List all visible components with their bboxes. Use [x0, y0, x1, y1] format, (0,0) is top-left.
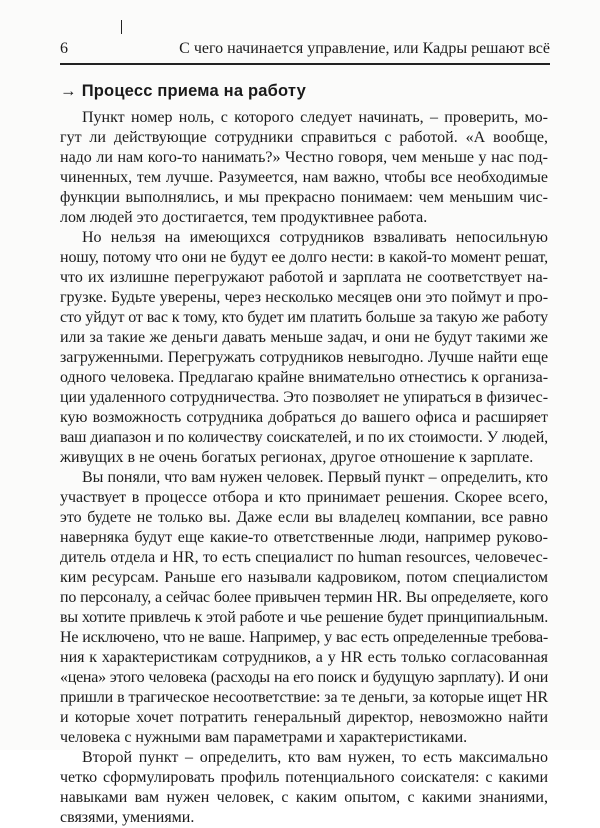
text-line: наверняка будут еще какие-то ответственные люди, например руково-: [60, 529, 548, 546]
text-line: загруженными. Перегружать сотрудников невыгодно. Лучше найти еще: [60, 349, 548, 366]
text-line: Вы поняли, что вам нужен человек. Первый пункт – определить, кто: [82, 469, 548, 486]
page-number: 6: [60, 40, 68, 57]
arrow-right-icon: →: [60, 82, 77, 100]
text-line: человека с нужными вам параметрами и характеристиками.: [60, 729, 468, 746]
text-line: и которые хочет потратить генеральный директор, невозможно найти: [60, 709, 548, 726]
text-line: сто уйдут от вас к тому, кто будет им платить больше за такую же работу: [60, 309, 548, 326]
body-text: [60, 108, 548, 828]
text-line: «цена» этого человека (расходы на его поиск и будущую зарплату). И они: [60, 669, 548, 686]
text-line: или за такие же деньги давать меньше задач, и они не будут такими же: [60, 329, 548, 346]
text-line: вы хотите привлечь к этой работе и чье решение будет принципиальным.: [60, 609, 548, 626]
text-line: четко сформулировать профиль потенциального соискателя: с какими: [60, 769, 548, 786]
page-header: [60, 40, 550, 60]
text-line: грузке. Будьте уверены, через несколько месяцев они это поймут и про-: [60, 289, 548, 306]
text-line: ким ресурсам. Раньше его называли кадровиком, потом специалистом: [60, 569, 548, 586]
text-line: Второй пункт – определить, кто вам нужен, то есть максимально: [82, 749, 548, 766]
text-line: по персоналу, а сейчас более привычен термин HR. Вы определяете, кого: [60, 589, 548, 606]
text-line: функции выполнялись, и мы прекрасно понимаем: чем меньшим чис-: [60, 189, 548, 206]
crop-mark: [121, 20, 122, 34]
text-line: ваш диапазон и по количеству соискателей, и по их стоимости. У людей,: [60, 429, 548, 446]
text-line: одного человека. Предлагаю крайне внимательно отнестись к организа-: [60, 369, 548, 386]
text-line: что их излишне перегружают работой и зарплата не соответствует на-: [60, 269, 548, 286]
running-title: С чего начинается управление, или Кадры решают всё: [179, 40, 550, 57]
text-line: надо ли нам кого-то нанимать?» Честно говоря, чем меньше у нас под-: [60, 149, 548, 166]
text-line: Не исключено, что не ваше. Например, у вас есть определенные требова-: [60, 629, 548, 646]
text-line: дитель отдела и HR, то есть специалист по human resources, человечес-: [60, 549, 548, 566]
text-line: участвует в процессе отбора и кто принимает решения. Скорее всего,: [60, 489, 548, 506]
text-line: навыками вам нужен человек, с каким опытом, с какими знаниями,: [60, 789, 548, 806]
text-line: связями, умениями.: [60, 809, 195, 826]
text-line: лом людей это достигается, тем продуктивнее работа.: [60, 209, 428, 226]
section-heading: [60, 82, 306, 101]
text-line: ции удаленного сотрудничества. Это позволяет не упираться в физичес-: [60, 389, 548, 406]
header-divider: [60, 63, 550, 65]
text-line: кую возможность сотрудника добраться до вашего офиса и расширяет: [60, 409, 548, 426]
text-line: живущих в не очень богатых регионах, другое отношение к зарплате.: [60, 449, 534, 466]
text-line: ношу, потому что они не будут ее долго нести: в какой-то момент решат,: [60, 249, 548, 266]
text-line: это будете не только вы. Даже если вы владелец компании, все равно: [60, 509, 548, 526]
text-line: Но нельзя на имеющихся сотрудников взваливать непосильную: [82, 229, 548, 246]
text-line: пришли в трагическое несоответствие: за те деньги, за которые ищет HR: [60, 689, 548, 706]
text-line: ния к характеристикам сотрудников, а у HR есть только согласованная: [60, 649, 548, 666]
section-title: Процесс приема на работу: [81, 82, 306, 100]
text-line: гут ли действующие сотрудники справиться с работой. «А вообще,: [60, 129, 548, 146]
text-line: чиненных, тем лучше. Разумеется, нам важно, чтобы все необходимые: [60, 169, 548, 186]
text-line: Пункт номер ноль, с которого следует начинать, – проверить, мо-: [82, 109, 548, 126]
